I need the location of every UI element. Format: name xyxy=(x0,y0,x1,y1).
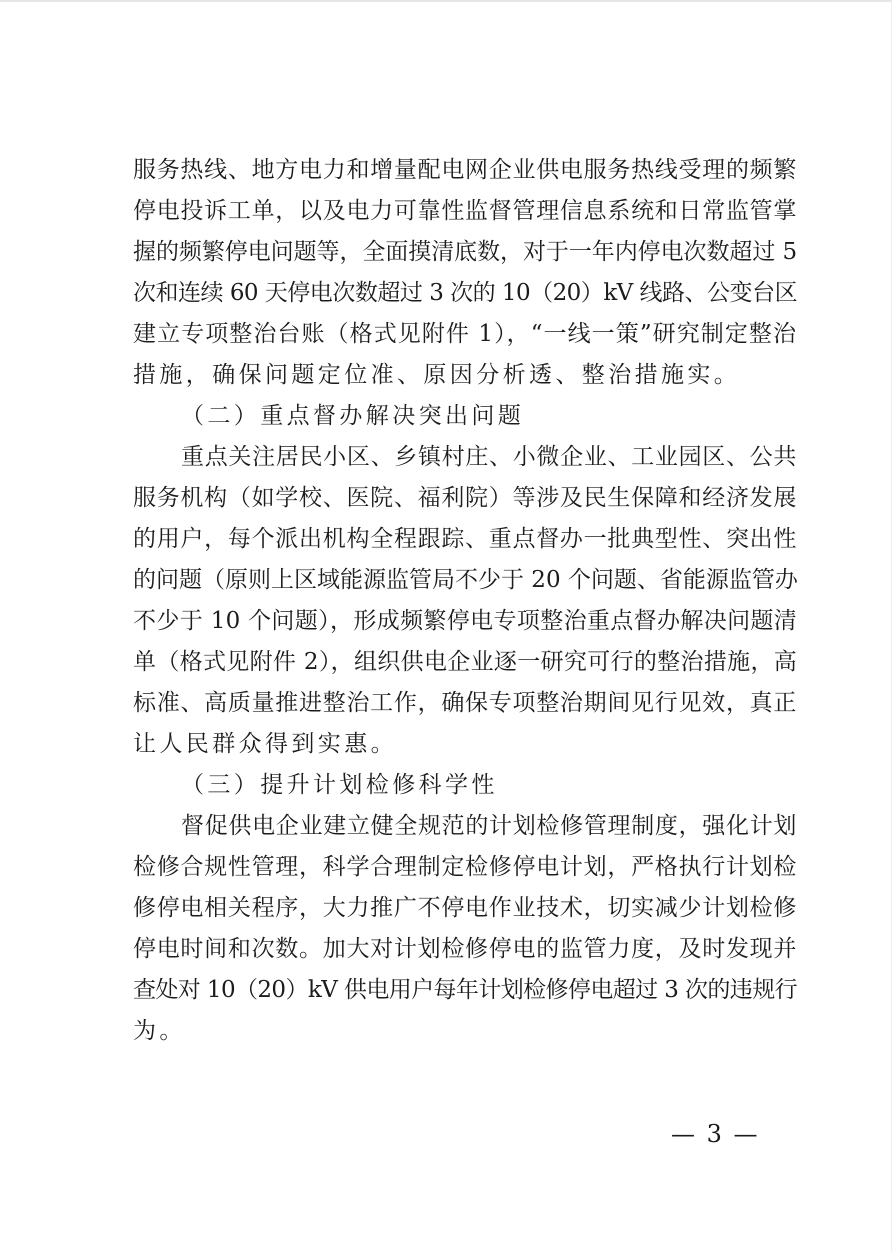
section-heading-3: （三）提升计划检修科学性 xyxy=(181,772,498,798)
text-line: 重点关注居民小区、乡镇村庄、小微企业、工业园区、公共 xyxy=(181,444,797,470)
text-line: 为。 xyxy=(133,1018,186,1044)
text-line: 检修合规性管理，科学合理制定检修停电计划，严格执行计划检 xyxy=(133,854,797,880)
text-line: 督促供电企业建立健全规范的计划检修管理制度，强化计划 xyxy=(181,813,797,839)
text-line: 服务热线、地方电力和增量配电网企业供电服务热线受理的频繁 xyxy=(133,157,797,183)
text-line: 的用户，每个派出机构全程跟踪、重点督办一批典型性、突出性 xyxy=(133,526,797,552)
text-line: 服务机构（如学校、医院、福利院）等涉及民生保障和经济发展 xyxy=(133,485,797,511)
text-line: 停电时间和次数。加大对计划检修停电的监管力度，及时发现并 xyxy=(133,936,797,962)
paragraph-3 xyxy=(133,806,797,1052)
text-line: 修停电相关程序，大力推广不停电作业技术，切实减少计划检修 xyxy=(133,895,797,921)
text-line: 让人民群众得到实惠。 xyxy=(133,731,397,757)
text-line: 停电投诉工单，以及电力可靠性监督管理信息系统和日常监管掌 xyxy=(133,198,797,224)
text-line: 建立专项整治台账（格式见附件 1），“一线一策”研究制定整治 xyxy=(133,321,797,347)
document-body xyxy=(133,150,797,1052)
text-line: 查处对 10（20）kV 供电用户每年计划检修停电超过 3 次的违规行 xyxy=(133,977,797,1003)
text-line: 措施，确保问题定位准、原因分析透、整治措施实。 xyxy=(133,362,741,388)
page-number: — 3 — xyxy=(671,1120,760,1148)
paragraph-1 xyxy=(133,150,797,396)
paragraph-2 xyxy=(133,437,797,765)
text-line: 不少于 10 个问题），形成频繁停电专项整治重点督办解决问题清 xyxy=(133,608,797,634)
section-heading-2: （二）重点督办解决突出问题 xyxy=(181,403,525,429)
text-line: 单（格式见附件 2），组织供电企业逐一研究可行的整治措施，高 xyxy=(133,649,797,675)
text-line: 次和连续 60 天停电次数超过 3 次的 10（20）kV 线路、公变台区 xyxy=(133,280,797,306)
text-line: 握的频繁停电问题等，全面摸清底数，对于一年内停电次数超过 5 xyxy=(133,239,797,265)
text-line: 标准、高质量推进整治工作，确保专项整治期间见行见效，真正 xyxy=(133,690,797,716)
text-line: 的问题（原则上区域能源监管局不少于 20 个问题、省能源监管办 xyxy=(133,567,798,593)
